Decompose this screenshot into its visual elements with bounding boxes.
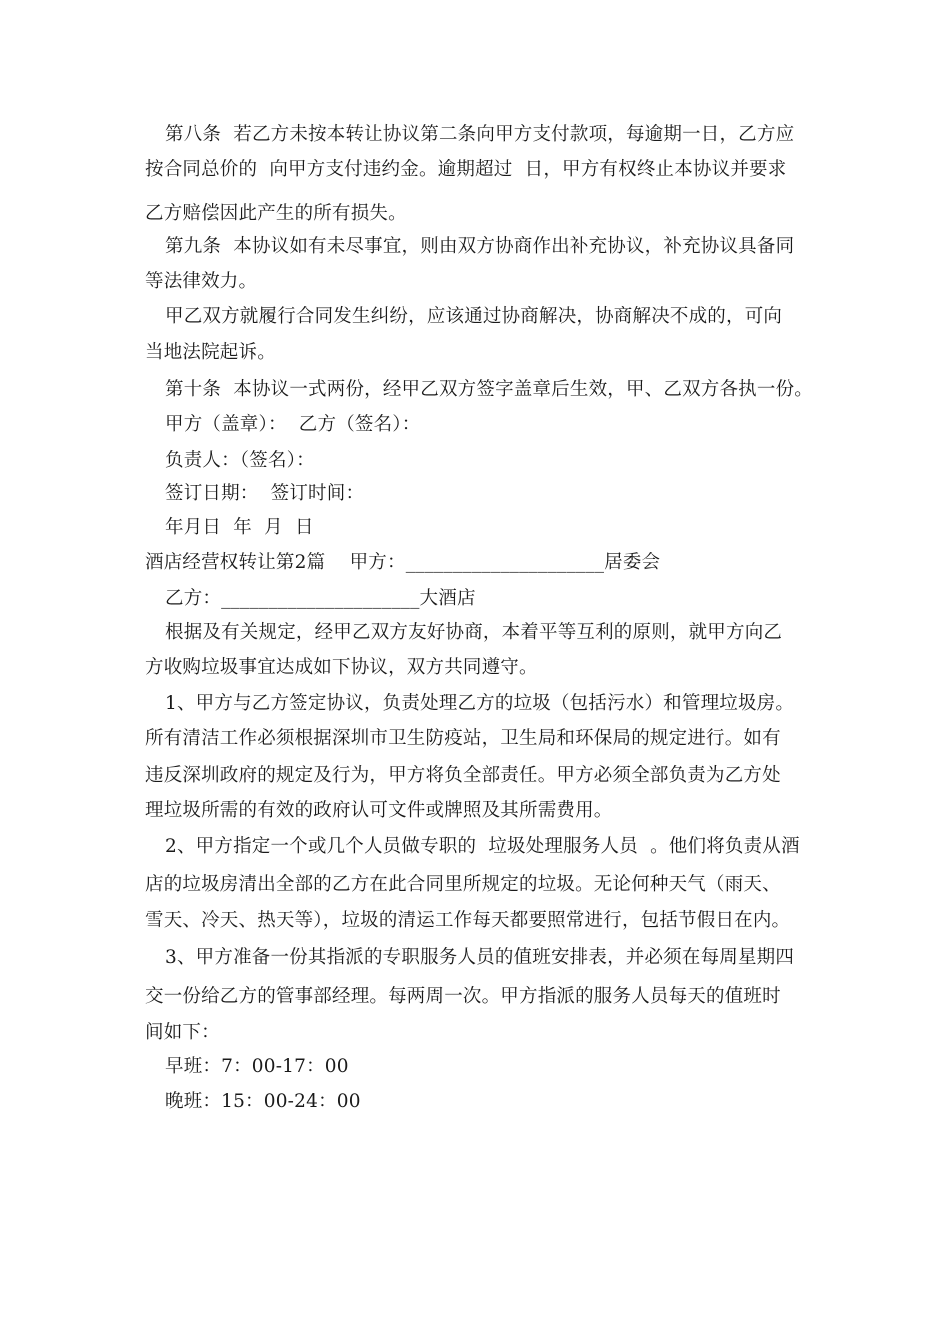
preamble-line-2: 方收购垃圾事宜达成如下协议，双方共同遵守。	[145, 657, 538, 678]
date-placeholder-line: 年月日 年 月 日	[165, 517, 314, 538]
responsible-person-line: 负责人：（签名）：	[165, 450, 315, 471]
article-8-line-2: 按合同总价的 向甲方支付违约金。逾期超过 日，甲方有权终止本协议并要求	[145, 159, 787, 180]
clause-2-line-2: 店的垃圾房清出全部的乙方在此合同里所规定的垃圾。无论何种天气（雨天、	[145, 874, 781, 895]
clause-2-line-1: 2、甲方指定一个或几个人员做专职的 垃圾处理服务人员 。他们将负责从酒	[165, 836, 800, 857]
clause-2-line-3: 雪天、冷天、热天等），垃圾的清运工作每天都要照常进行，包括节假日在内。	[145, 910, 791, 931]
article-8-line-3: 乙方赔偿因此产生的所有损失。	[145, 203, 407, 224]
dispute-line-1: 甲乙双方就履行合同发生纠纷，应该通过协商解决，协商解决不成的，可向	[165, 306, 783, 327]
clause-3-line-2: 交一份给乙方的管事部经理。每两周一次。甲方指派的服务人员每天的值班时	[145, 986, 781, 1007]
article-8-line-1: 第八条 若乙方未按本转让协议第二条向甲方支付款项，每逾期一日，乙方应	[165, 124, 795, 145]
article-10-line: 第十条 本协议一式两份，经甲乙双方签字盖章后生效，甲、乙双方各执一份。	[165, 379, 813, 400]
clause-1-line-3: 违反深圳政府的规定及行为，甲方将负全部责任。甲方必须全部负责为乙方处	[145, 765, 781, 786]
evening-shift-line: 晚班：15：00-24：00	[165, 1091, 361, 1112]
article-9-line-1: 第九条 本协议如有未尽事宜，则由双方协商作出补充协议，补充协议具备同	[165, 236, 795, 257]
clause-1-line-1: 1、甲方与乙方签定协议，负责处理乙方的垃圾（包括污水）和管理垃圾房。	[165, 693, 795, 714]
party-b-line: 乙方：_____________________大酒店	[165, 588, 476, 609]
morning-shift-line: 早班：7：00-17：00	[165, 1056, 349, 1077]
signature-parties-line: 甲方（盖章）： 乙方（签名）：	[165, 414, 421, 435]
clause-3-line-3: 间如下：	[145, 1022, 220, 1043]
signing-date-time-line: 签订日期： 签订时间：	[165, 483, 365, 504]
dispute-line-2: 当地法院起诉。	[145, 342, 276, 363]
clause-3-line-1: 3、甲方准备一份其指派的专职服务人员的值班安排表，并必须在每周星期四	[165, 947, 795, 968]
preamble-line-1: 根据及有关规定，经甲乙双方友好协商，本着平等互利的原则，就甲方向乙	[165, 622, 783, 643]
clause-1-line-2: 所有清洁工作必须根据深圳市卫生防疫站，卫生局和环保局的规定进行。如有	[145, 728, 781, 749]
clause-1-line-4: 理垃圾所需的有效的政府认可文件或牌照及其所需费用。	[145, 800, 613, 821]
article-9-line-2: 等法律效力。	[145, 271, 258, 292]
section-2-header-line: 酒店经营权转让第2篇 甲方：_____________________居委会	[145, 552, 661, 573]
